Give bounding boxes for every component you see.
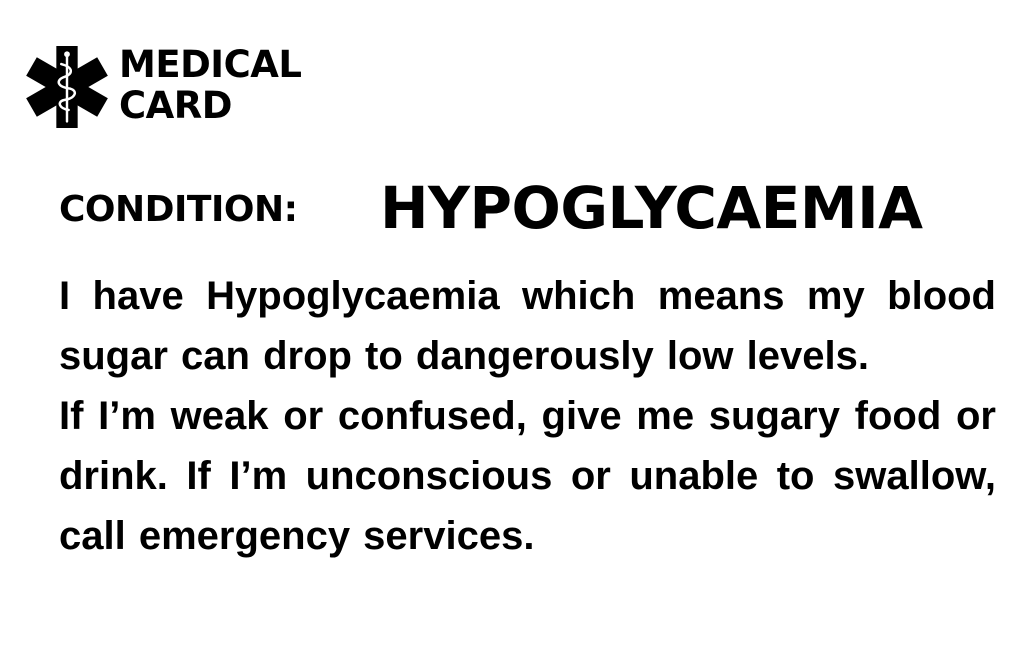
description-paragraph-1: I have Hypoglycaemia which means my blood sugar can drop to dangerously low levels. [59,274,996,378]
star-of-life-icon [26,46,108,128]
condition-value: HYPOGLYCAEMIA [380,174,923,242]
card-title [119,44,301,126]
card-title-line1: MEDICAL [119,43,302,86]
card-title-line2: CARD [119,84,232,127]
condition-label: CONDITION: [59,189,298,230]
condition-description [59,266,996,566]
description-paragraph-2: If I’m weak or confused, give me sugary food or drink. If I’m unconscious or unable to swallow, call emergency services. [59,394,996,558]
